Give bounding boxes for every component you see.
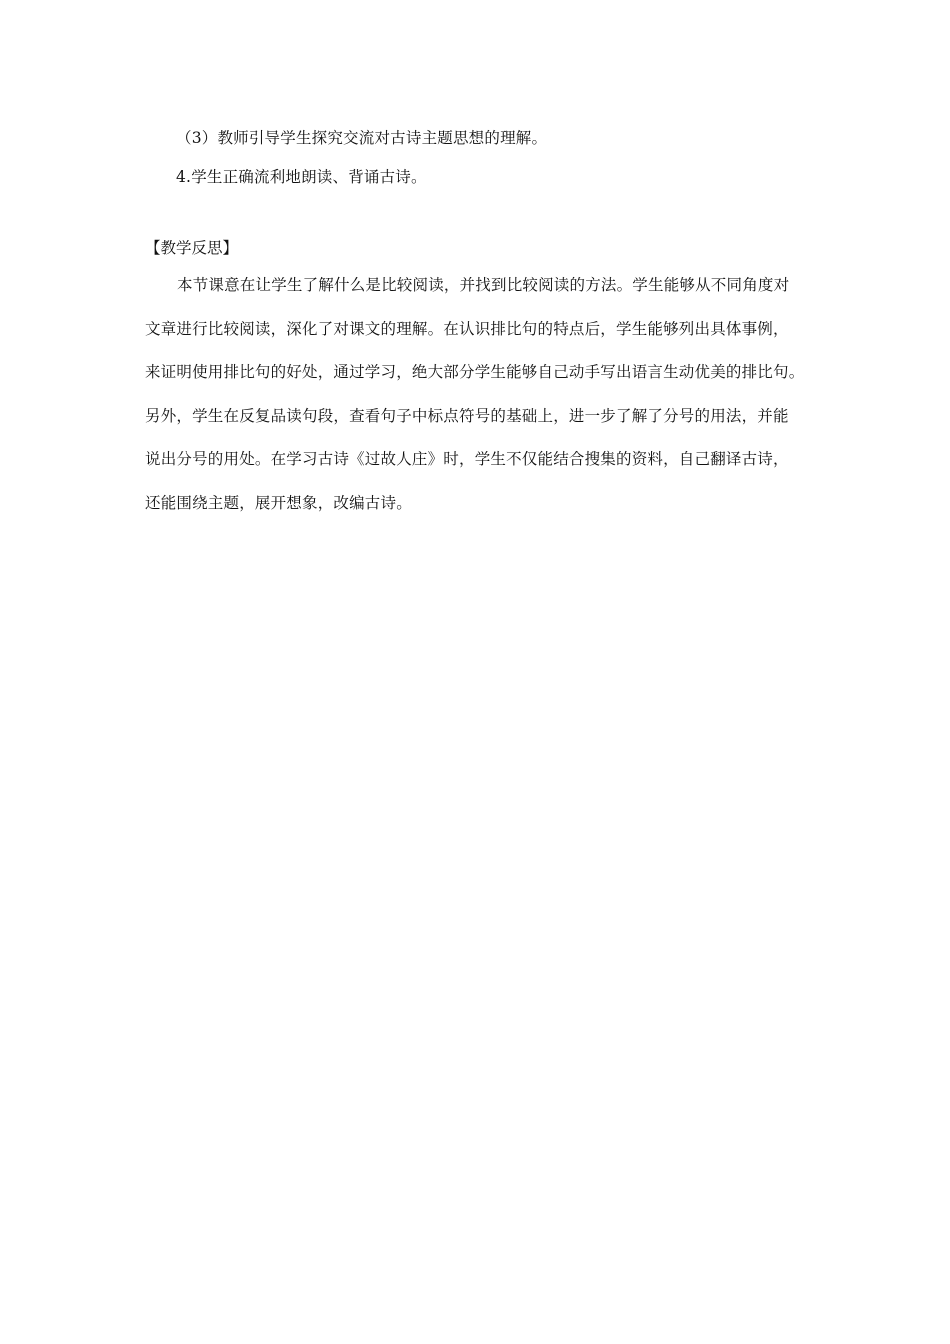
paragraph-line: 文章进行比较阅读，深化了对课文的理解。在认识排比句的特点后，学生能够列出具体事例，	[145, 319, 789, 338]
step-3-text: （3）教师引导学生探究交流对古诗主题思想的理解。	[176, 129, 548, 147]
reflection-paragraph	[145, 275, 865, 537]
section-heading-teaching-reflection: 【教学反思】	[145, 239, 239, 257]
paragraph-line: 来证明使用排比句的好处，通过学习，绝大部分学生能够自己动手写出语言生动优美的排比句。	[145, 363, 805, 382]
paragraph-line: 本节课意在让学生了解什么是比较阅读，并找到比较阅读的方法。学生能够从不同角度对	[177, 276, 790, 294]
step-4-text: 4.学生正确流利地朗读、背诵古诗。	[176, 168, 427, 186]
paragraph-line: 说出分号的用处。在学习古诗《过故人庄》时，学生不仅能结合搜集的资料，自己翻译古诗，	[145, 450, 789, 469]
paragraph-line: 还能围绕主题，展开想象，改编古诗。	[145, 493, 412, 512]
paragraph-line: 另外，学生在反复品读句段，查看句子中标点符号的基础上，进一步了解了分号的用法，并能	[145, 406, 789, 425]
